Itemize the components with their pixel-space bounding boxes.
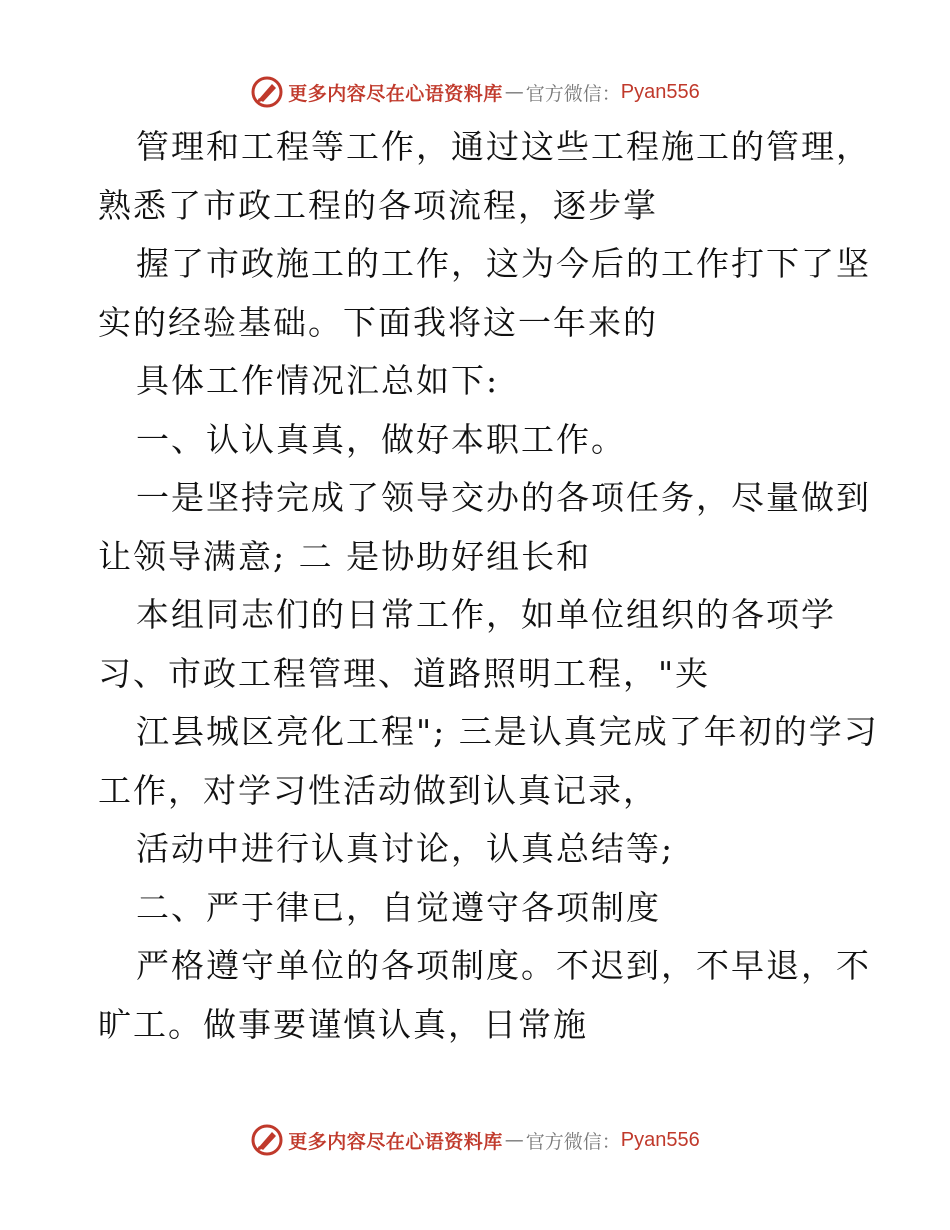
pen-seal-logo-icon xyxy=(250,1123,284,1157)
text-line: 让领导满意; 二 是协助好组长和 xyxy=(98,536,592,576)
header-wechat-label: 官方微信： xyxy=(525,82,621,105)
text-line: 实的经验基础。下面我将这一年来的 xyxy=(98,302,658,342)
text-line: 握了市政施工的工作，这为今后的工作打下了坚 xyxy=(136,244,871,283)
header-brand: 更多内容尽在心语资料库 xyxy=(288,82,503,105)
text-line: 管理和工程等工作，通过这些工程施工的管理， xyxy=(136,127,871,166)
header-wechat-id: Pyan556 xyxy=(620,80,700,103)
footer-wechat-label: 官方微信： xyxy=(525,1130,621,1153)
pen-seal-logo-icon xyxy=(250,75,284,109)
text-line: 工作，对学习性活动做到认真记录， xyxy=(98,770,658,810)
text-line: 具体工作情况汇总如下: xyxy=(136,361,500,400)
text-line: 活动中进行认真讨论，认真总结等; xyxy=(136,829,675,868)
footer-brand: 更多内容尽在心语资料库 xyxy=(288,1130,503,1153)
text-line: 习、市政工程管理、道路照明工程，"夹 xyxy=(98,653,711,693)
text-line: 一是坚持完成了领导交办的各项任务，尽量做到 xyxy=(136,478,871,517)
header-watermark xyxy=(0,72,950,112)
header-separator: — xyxy=(504,81,524,103)
text-line: 本组同志们的日常工作，如单位组织的各项学 xyxy=(136,595,836,634)
text-line: 熟悉了市政工程的各项流程，逐步掌 xyxy=(98,185,658,225)
section-heading: 二、严于律已，自觉遵守各项制度 xyxy=(136,887,661,927)
section-heading: 一、认认真真，做好本职工作。 xyxy=(136,419,626,459)
footer-watermark xyxy=(0,1120,950,1160)
text-line: 严格遵守单位的各项制度。不迟到，不早退，不 xyxy=(136,946,871,985)
text-line: 江县城区亮化工程"; 三是认真完成了年初的学习 xyxy=(136,712,879,751)
footer-wechat-id: Pyan556 xyxy=(620,1128,700,1151)
document-body xyxy=(98,118,879,1054)
footer-separator: — xyxy=(504,1129,524,1151)
text-line: 旷工。做事要谨慎认真，日常施 xyxy=(98,1004,588,1044)
